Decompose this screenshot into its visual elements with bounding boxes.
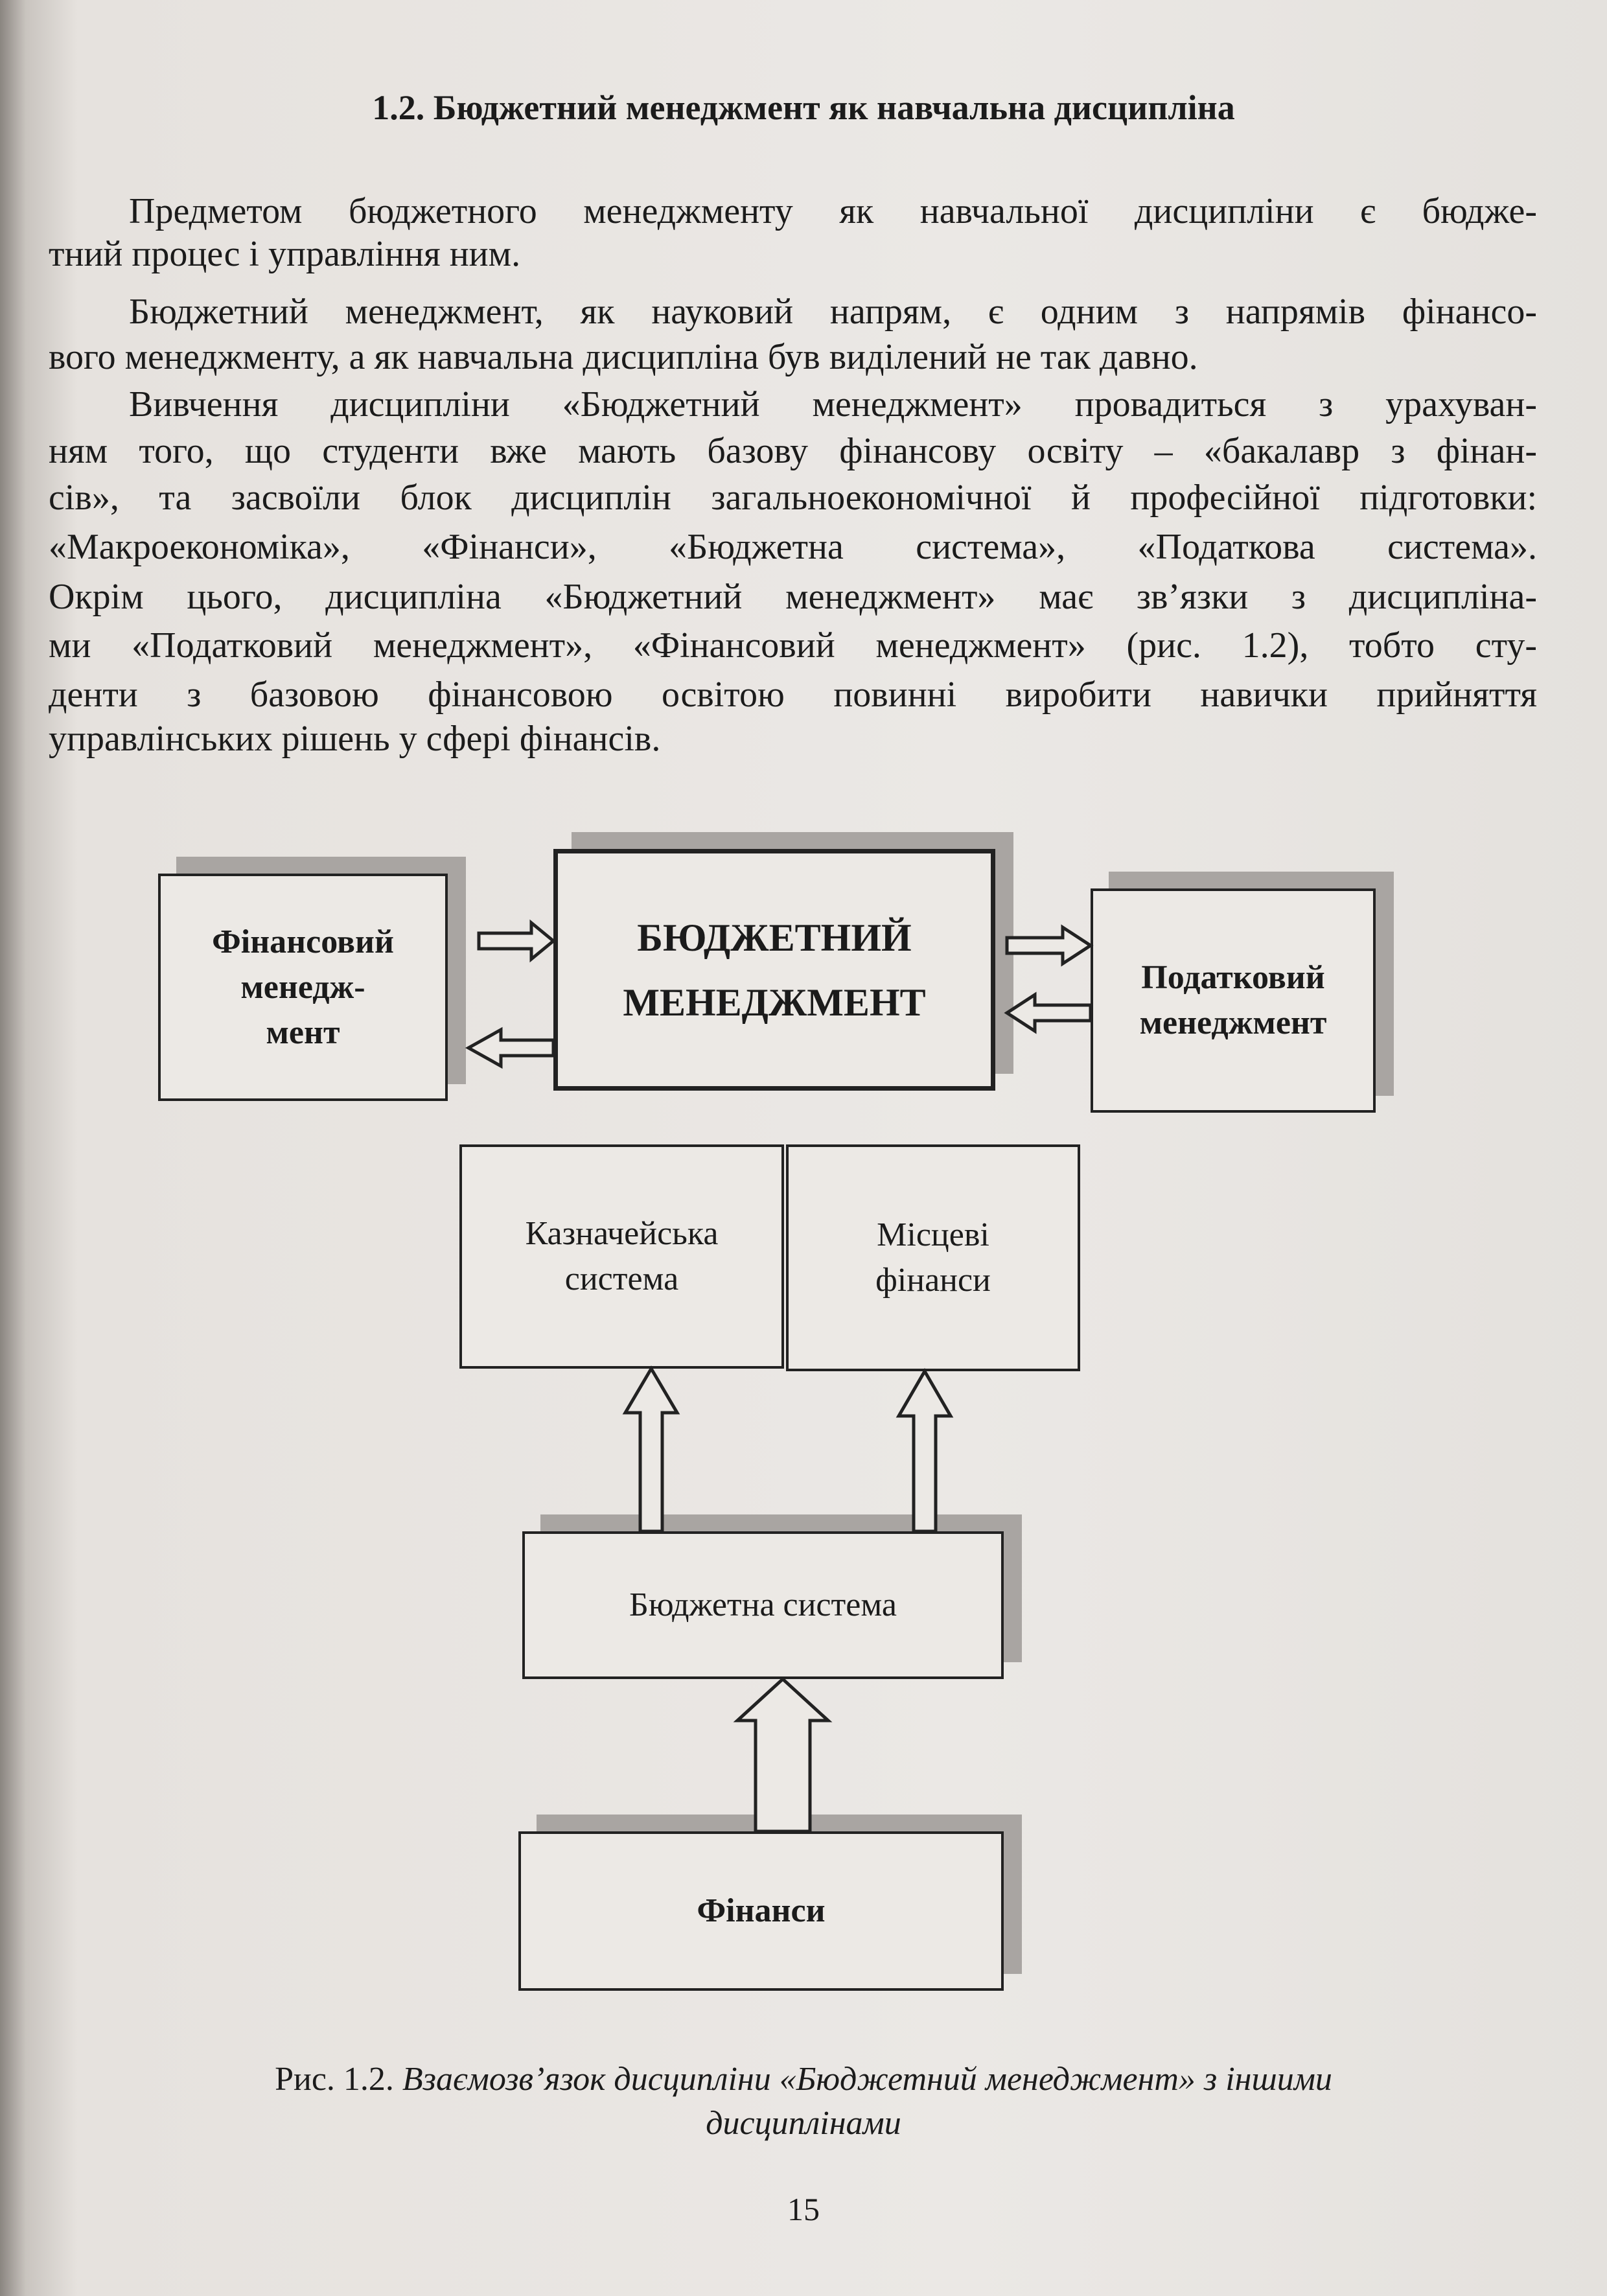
arrow-left-icon — [1007, 995, 1091, 1031]
text-line: Бюджетний менеджмент, як науковий напрям, є одним з напрямів фінансо- — [129, 292, 1537, 332]
box-label: мент — [266, 1014, 340, 1051]
text-line: вого менеджменту, а як навчальна дисципліна був виділений не так давно. — [49, 337, 1198, 377]
figure-caption — [0, 2058, 1607, 2102]
text-line: управлінських рішень у сфері фінансів. — [49, 719, 661, 759]
section-heading: 1.2. Бюджетний менеджмент як навчальна дисципліна — [372, 88, 1235, 127]
text-line: сів», та засвоїли блок дисциплін загальноекономічної й професійної підготовки: — [49, 478, 1537, 518]
text-line: ням того, що студенти вже мають базову фінансову освіту – «бакалавр з фінан- — [49, 431, 1537, 471]
text-line: денти з базовою фінансовою освітою повинні виробити навички прийняття — [49, 675, 1537, 715]
page-number: 15 — [787, 2191, 820, 2227]
box-label: Податковий — [1141, 959, 1325, 996]
box-label: БЮДЖЕТНИЙ — [637, 916, 912, 959]
text-line: «Макроекономіка», «Фінанси», «Бюджетна система», «Податкова система». — [49, 527, 1537, 567]
box-label: Фінанси — [697, 1892, 826, 1929]
text-line: Предметом бюджетного менеджменту як навчальної дисципліни є бюдже- — [129, 191, 1537, 231]
arrow-up-icon — [899, 1371, 951, 1531]
arrow-right-icon — [479, 923, 553, 959]
caption-title: Взаємозв’язок дисципліни «Бюджетний менеджмент» з іншими — [402, 2061, 1332, 2098]
arrow-up-icon — [737, 1679, 828, 1831]
figure-caption-line2 — [0, 2102, 1607, 2146]
box-label: фінанси — [875, 1262, 991, 1299]
box-label: МЕНЕДЖМЕНТ — [623, 980, 926, 1024]
text-line: ми «Податковий менеджмент», «Фінансовий менеджмент» (рис. 1.2), тобто сту- — [49, 625, 1537, 666]
caption-prefix: Рис. 1.2. — [275, 2061, 402, 2098]
arrow-left-icon — [468, 1030, 553, 1066]
box-label: менеджмент — [1139, 1004, 1327, 1041]
caption-title: дисциплінами — [706, 2105, 901, 2142]
arrow-right-icon — [1007, 927, 1091, 964]
box-label: менедж- — [240, 968, 365, 1006]
box-label: Бюджетна система — [629, 1586, 897, 1623]
box-label: Казначейська — [525, 1215, 719, 1252]
text-line: тний процес і управління ним. — [49, 234, 521, 274]
box-label: Фінансовий — [212, 923, 394, 960]
text-line: Окрім цього, дисципліна «Бюджетний менеджмент» має зв’язки з дисципліна- — [49, 577, 1537, 617]
text-line: Вивчення дисципліни «Бюджетний менеджмент» провадиться з урахуван- — [129, 384, 1537, 424]
box-label: Місцеві — [877, 1216, 989, 1253]
box-label: система — [564, 1260, 679, 1297]
arrow-up-icon — [625, 1369, 677, 1531]
